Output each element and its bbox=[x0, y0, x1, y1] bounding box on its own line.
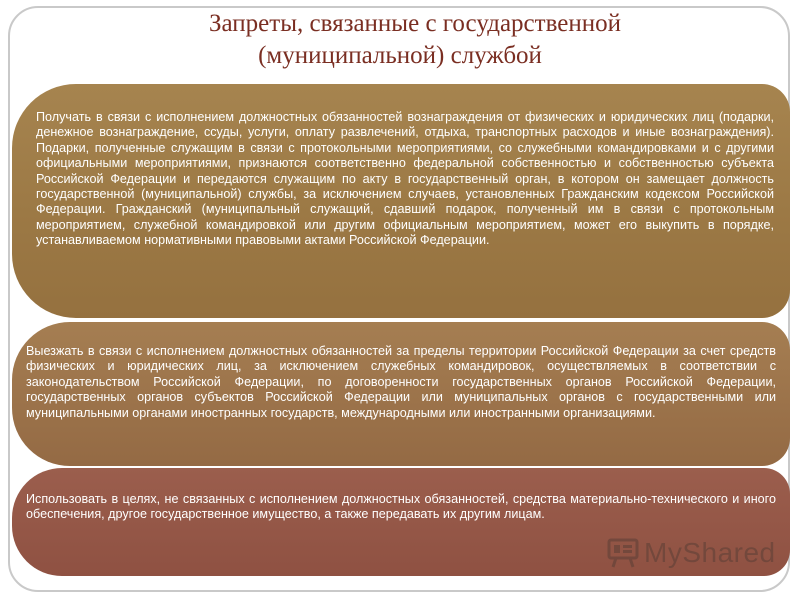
prohibition-text-gifts: Получать в связи с исполнением должностных обязанностей вознаграждения от физических и юридических лиц (подарки, денежное вознаграждение, ссуды, услуги, оплату развлечений, отдыха, транспортных расходов и иные вознаграждения). Подарки, полученные служащим в связи с протокольными мероприятиями, со служебными командировками и с другими официальными мероприятиями, признаются соответственно федеральной собственностью и собственностью субъекта Российской Федерации и передаются служащим по акту в государственный орган, в котором он замещает должность государственной (муниципальной) службы, за исключением случаев, установленных Гражданским кодексом Российской Федерации. Гражданский (муниципальный служащий, сдавший подарок, полученный им в связи с протокольным мероприятием, служебной командировкой или другим официальным мероприятием, может его выкупить в порядке, устанавливаемом нормативными правовыми актами Российской Федерации. bbox=[36, 110, 774, 248]
title-line-1: Запреты, связанные с государственной bbox=[209, 10, 621, 37]
watermark-logo bbox=[606, 536, 776, 570]
prohibition-block-gifts bbox=[12, 84, 790, 318]
watermark-text: MyShared bbox=[644, 537, 776, 568]
title-line-2: (муниципальной) службой bbox=[258, 42, 542, 69]
prohibition-text-property: Использовать в целях, не связанных с исполнением должностных обязанностей, средства материально-технического и иного обеспечения, другое государственное имущество, а также передавать их другим лицам. bbox=[26, 492, 776, 522]
prohibition-text-travel: Выезжать в связи с исполнением должностных обязанностей за пределы территории Российской Федерации за счет средств физических и юридических лиц, за исключением служебных командировок, осуществляемых в соответствии с законодательством Российской Федерации, по договоренности государственных органов Российской Федерации, государственных органов субъектов Российской Федерации или муниципальных органов с государственными или муниципальными органами иностранных государств, международными или иностранными организациями. bbox=[26, 344, 776, 420]
prohibition-block-travel bbox=[12, 322, 790, 466]
presentation-icon bbox=[606, 536, 640, 570]
page-title bbox=[0, 8, 800, 72]
